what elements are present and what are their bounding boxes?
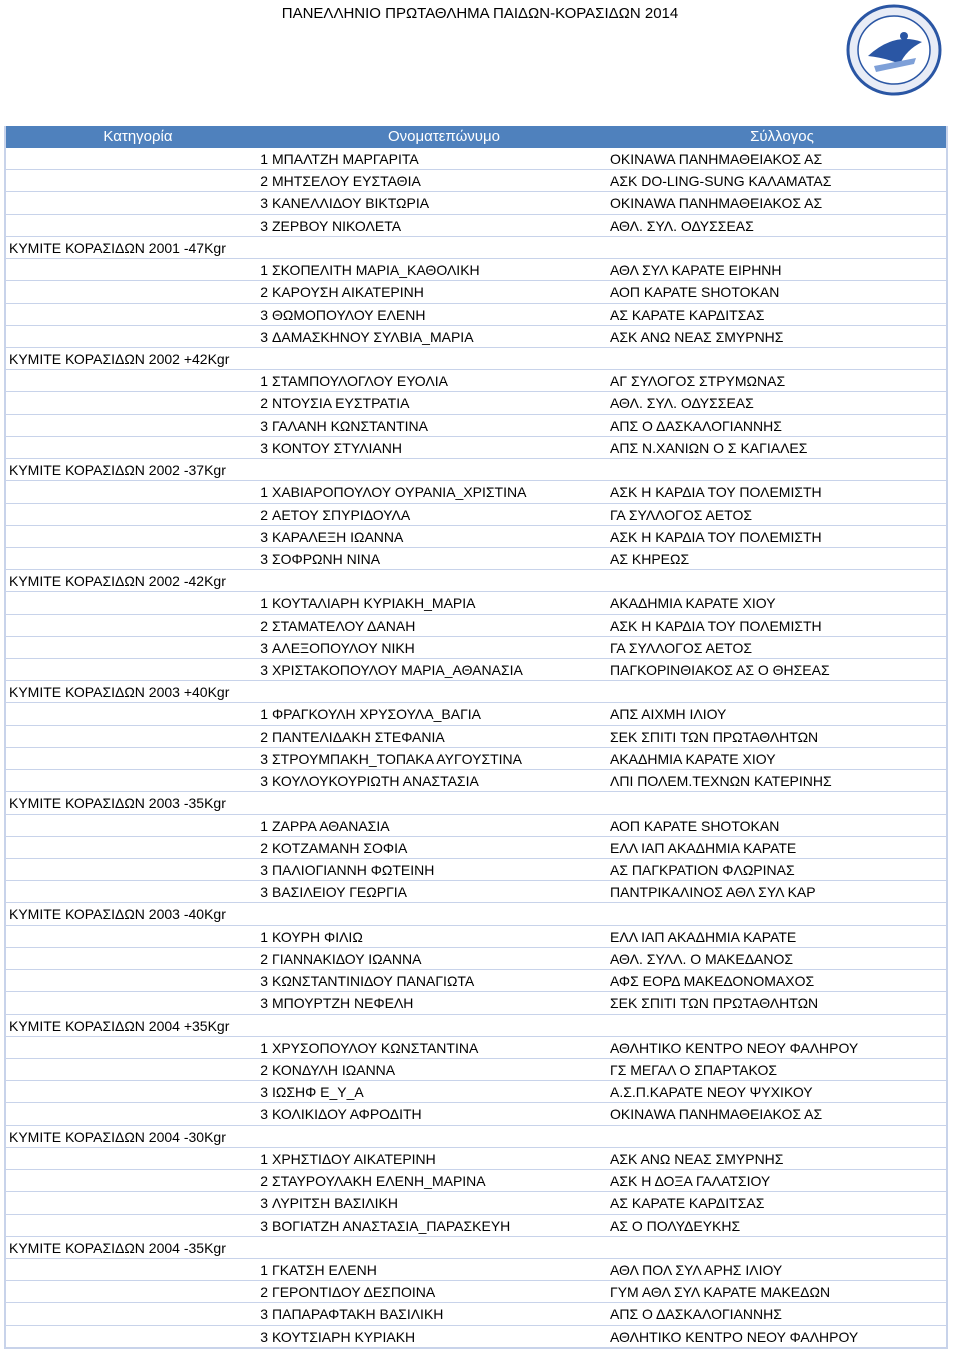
table-row	[6, 437, 946, 459]
category-cell	[6, 392, 254, 413]
athlete-name: ΣΤΑΥΡΟΥΛΑΚΗ ΕΛΕΝΗ_ΜΑΡΙΝΑ	[272, 1173, 486, 1190]
header-category: Κατηγορία	[103, 128, 173, 145]
category-cell	[6, 1215, 254, 1236]
athlete-name: ΓΙΑΝΝΑΚΙΔΟΥ ΙΩΑΝΝΑ	[272, 950, 422, 967]
category-cell	[6, 815, 254, 836]
category-cell	[6, 770, 254, 791]
table-row	[6, 326, 946, 348]
club-name: ΟΚΙΝΑWA ΠΑΝΗΜΑΘΕΙΑΚΟΣ ΑΣ	[610, 151, 823, 167]
category-cell	[6, 215, 254, 236]
category-cell	[6, 281, 254, 302]
table-row	[6, 859, 946, 881]
rank-cell: 3	[260, 1328, 268, 1345]
table-row	[6, 192, 946, 214]
club-name: ΑΣ Ο ΠΟΛΥΔΕΥΚΗΣ	[610, 1217, 741, 1234]
header-club: Σύλλογος	[750, 128, 814, 145]
rank-cell: 1	[260, 373, 268, 390]
rank-cell: 3	[260, 328, 268, 345]
category-cell	[6, 504, 254, 525]
athlete-name: ΚΑΡΑΛΕΞΗ ΙΩΑΝΝΑ	[272, 528, 404, 545]
rank-cell: 1	[260, 928, 268, 945]
table-row	[6, 881, 946, 903]
category-row	[6, 792, 946, 814]
rank-cell: 3	[260, 195, 268, 212]
category-cell	[6, 592, 254, 613]
rank-cell: 1	[260, 1039, 268, 1056]
category-cell	[6, 1103, 254, 1124]
athlete-name: ΓΚΑΤΣΗ ΕΛΕΝΗ	[272, 1261, 377, 1278]
club-name: ΑΣΚ ΑΝΩ ΝΕΑΣ ΣΜΥΡΝΗΣ	[610, 328, 784, 345]
club-name: ΑΦΣ ΕΟΡΔ ΜΑΚΕΔΟΝΟΜΑΧΟΣ	[610, 973, 815, 990]
club-name: ΣΕΚ ΣΠΙΤΙ ΤΩΝ ΠΡΩΤΑΘΛΗΤΩΝ	[610, 728, 819, 745]
category-cell	[6, 703, 254, 724]
table-row	[6, 1081, 946, 1103]
athlete-name: ΚΟΛΙΚΙΔΟΥ ΑΦΡΟΔΙΤΗ	[272, 1106, 422, 1123]
athlete-name: ΚΟΥΡΗ ΦΙΛΙΩ	[272, 928, 363, 945]
athlete-name: ΧΑΒΙΑΡΟΠΟΥΛΟΥ ΟΥΡΑΝΙΑ_ΧΡΙΣΤΙΝΑ	[272, 484, 527, 501]
table-row	[6, 481, 946, 503]
table-row	[6, 637, 946, 659]
rank-cell: 3	[260, 750, 268, 767]
table-row	[6, 948, 946, 970]
table-row	[6, 615, 946, 637]
table-row	[6, 659, 946, 681]
table-row	[6, 726, 946, 748]
club-name: ΟΚΙΝΑWA ΠΑΝΗΜΑΘΕΙΑΚΟΣ ΑΣ	[610, 195, 823, 212]
rank-cell: 2	[260, 950, 268, 967]
category-cell	[6, 615, 254, 636]
results-table	[4, 126, 948, 1349]
rank-cell: 3	[260, 1217, 268, 1234]
category-row	[6, 570, 946, 592]
table-row	[6, 148, 946, 170]
category-cell	[6, 1148, 254, 1169]
table-row	[6, 1059, 946, 1081]
table-row	[6, 504, 946, 526]
table-row	[6, 1215, 946, 1237]
club-name: ΑΠΣ Ο ΔΑΣΚΑΛΟΓΙΑΝΝΗΣ	[610, 417, 782, 434]
category-cell	[6, 1170, 254, 1191]
category-cell	[6, 1326, 254, 1347]
club-name: ΛΠΙ ΠΟΛΕΜ.ΤΕΧΝΩΝ ΚΑΤΕΡΙΝΗΣ	[610, 773, 832, 790]
club-name: ΠΑΝΤΡΙΚΑΛΙΝΟΣ ΑΘΛ ΣΥΛ ΚΑΡ	[610, 884, 816, 901]
athlete-name: ΣΚΟΠΕΛΙΤΗ ΜΑΡΙΑ_ΚΑΘΟΛΙΚΗ	[272, 262, 480, 279]
rank-cell: 3	[260, 773, 268, 790]
club-name: ΑΘΛΗΤΙΚΟ ΚΕΝΤΡΟ ΝΕΟΥ ΦΑΛΗΡΟΥ	[610, 1328, 859, 1345]
rank-cell: 3	[260, 1195, 268, 1212]
rank-cell: 2	[260, 173, 268, 190]
table-row	[6, 748, 946, 770]
club-name: ΓΑ ΣΥΛΛΟΓΟΣ ΑΕΤΟΣ	[610, 506, 753, 523]
club-name: ΑΓ ΣΥΛΟΓΟΣ ΣΤΡΥΜΩΝΑΣ	[610, 373, 786, 390]
rank-cell: 3	[260, 306, 268, 323]
club-name: ΑΘΛ. ΣΥΛ. ΟΔΥΣΣΕΑΣ	[610, 395, 754, 412]
category-cell	[6, 1059, 254, 1080]
rank-cell: 3	[260, 662, 268, 679]
header-name: Ονοματεπώνυμο	[388, 128, 500, 145]
rank-cell: 3	[260, 439, 268, 456]
category-cell	[6, 970, 254, 991]
table-row	[6, 281, 946, 303]
athlete-name: ΣΟΦΡΩΝΗ ΝΙΝΑ	[272, 550, 381, 567]
document-title: ΠΑΝΕΛΛΗΝΙΟ ΠΡΩΤΑΘΛΗΜΑ ΠΑΙΔΩΝ-ΚΟΡΑΣΙΔΩΝ 2014	[281, 5, 679, 22]
table-row	[6, 392, 946, 414]
table-row	[6, 215, 946, 237]
category-cell	[6, 526, 254, 547]
rank-cell: 2	[260, 284, 268, 301]
table-row	[6, 370, 946, 392]
category-cell	[6, 370, 254, 391]
category-cell	[6, 192, 254, 213]
table-row	[6, 1103, 946, 1125]
rank-cell: 3	[260, 995, 268, 1012]
category-cell	[6, 1037, 254, 1058]
club-name: ΑΠΣ Ο ΔΑΣΚΑΛΟΓΙΑΝΝΗΣ	[610, 1306, 782, 1323]
club-name: ΑΣ ΚΑΡΑΤΕ ΚΑΡΔΙΤΣΑΣ	[610, 306, 765, 323]
club-name: ΑΘΛΗΤΙΚΟ ΚΕΝΤΡΟ ΝΕΟΥ ΦΑΛΗΡΟΥ	[610, 1039, 859, 1056]
table-row	[6, 548, 946, 570]
rank-cell: 3	[260, 973, 268, 990]
athlete-name: ΚΑΡΟΥΣΗ ΑΙΚΑΤΕΡΙΝΗ	[272, 284, 424, 301]
rank-cell: 3	[260, 862, 268, 878]
table-row	[6, 1148, 946, 1170]
rank-cell: 2	[260, 617, 268, 634]
rank-cell: 3	[260, 528, 268, 545]
rank-cell: 1	[260, 1150, 268, 1167]
category-cell	[6, 1281, 254, 1302]
table-row	[6, 703, 946, 725]
category-cell	[6, 326, 254, 347]
athlete-name: ΦΡΑΓΚΟΥΛΗ ΧΡΥΣΟΥΛΑ_ΒΑΓΙΑ	[272, 706, 482, 723]
club-name: ΑΣΚ Η ΔΟΞΑ ΓΑΛΑΤΣΙΟΥ	[610, 1173, 771, 1190]
rank-cell: 3	[260, 550, 268, 567]
rank-cell: 3	[260, 1106, 268, 1123]
table-row	[6, 1170, 946, 1192]
table-body	[6, 148, 946, 1348]
club-name: ΑΟΠ ΚΑΡΑΤΕ SHOTOKAN	[610, 817, 780, 834]
category-cell	[6, 726, 254, 747]
category-cell	[6, 1259, 254, 1280]
rank-cell: 1	[260, 1261, 268, 1278]
table-row	[6, 1192, 946, 1214]
club-name: ΑΣΚ Η ΚΑΡΔΙΑ ΤΟΥ ΠΟΛΕΜΙΣΤΗ	[610, 484, 822, 501]
athlete-name: ΚΟΥΤΣΙΑΡΗ ΚΥΡΙΑΚΗ	[272, 1328, 416, 1345]
table-header	[6, 126, 946, 148]
club-name: ΑΣ ΠΑΓΚΡΑΤΙΟΝ ΦΛΩΡΙΝΑΣ	[610, 862, 795, 878]
federation-logo	[834, 2, 954, 98]
category-label: ΚΥΜΙΤΕ ΚΟΡΑΣΙΔΩΝ 2004 -30Kgr	[9, 1128, 226, 1145]
table-row	[6, 526, 946, 548]
rank-cell: 2	[260, 395, 268, 412]
rank-cell: 3	[260, 217, 268, 234]
club-name: Α.Σ.Π.ΚΑΡΑΤΕ ΝΕΟΥ ΨΥΧΙΚΟΥ	[610, 1084, 813, 1101]
rank-cell: 2	[260, 1173, 268, 1190]
club-name: ΕΛΛ ΙΑΠ ΑΚΑΔΗΜΙΑ ΚΑΡΑΤΕ	[610, 928, 797, 945]
club-name: ΑΣΚ ΑΝΩ ΝΕΑΣ ΣΜΥΡΝΗΣ	[610, 1150, 784, 1167]
category-cell	[6, 837, 254, 858]
athlete-name: ΜΗΤΣΕΛΟΥ ΕΥΣΤΑΘΙΑ	[272, 173, 421, 190]
category-row	[6, 903, 946, 925]
table-row	[6, 1037, 946, 1059]
category-label: ΚΥΜΙΤΕ ΚΟΡΑΣΙΔΩΝ 2003 +40Kgr	[9, 684, 230, 701]
category-cell	[6, 437, 254, 458]
category-cell	[6, 304, 254, 325]
category-label: ΚΥΜΙΤΕ ΚΟΡΑΣΙΔΩΝ 2003 -35Kgr	[9, 795, 226, 812]
athlete-name: ΣΤΑΜΠΟΥΛΟΓΛΟΥ ΕΥΟΛΙΑ	[272, 373, 448, 390]
rank-cell: 3	[260, 1306, 268, 1323]
category-label: ΚΥΜΙΤΕ ΚΟΡΑΣΙΔΩΝ 2004 -35Kgr	[9, 1239, 226, 1256]
category-cell	[6, 481, 254, 502]
athlete-name: ΑΛΕΞΟΠΟΥΛΟΥ ΝΙΚΗ	[272, 639, 415, 656]
club-name: ΑΣ ΚΑΡΑΤΕ ΚΑΡΔΙΤΣΑΣ	[610, 1195, 765, 1212]
table-row	[6, 259, 946, 281]
athlete-name: ΠΑΛΙΟΓΙΑΝΝΗ ΦΩΤΕΙΝΗ	[272, 862, 435, 878]
table-row	[6, 926, 946, 948]
athlete-name: ΖΕΡΒΟΥ ΝΙΚΟΛΕΤΑ	[272, 217, 402, 234]
athlete-name: ΙΩΣΗΦ Ε_Υ_Α	[272, 1084, 364, 1101]
category-cell	[6, 1081, 254, 1102]
club-name: ΑΠΣ Ν.ΧΑΝΙΩΝ Ο Σ ΚΑΓΙΑΛΕΣ	[610, 439, 808, 456]
athlete-name: ΧΡΗΣΤΙΔΟΥ ΑΙΚΑΤΕΡΙΝΗ	[272, 1150, 436, 1167]
table-row	[6, 815, 946, 837]
athlete-name: ΘΩΜΟΠΟΥΛΟΥ ΕΛΕΝΗ	[272, 306, 426, 323]
athlete-name: ΠΑΠΑΡΑΦΤΑΚΗ ΒΑΣΙΛΙΚΗ	[272, 1306, 444, 1323]
category-label: ΚΥΜΙΤΕ ΚΟΡΑΣΙΔΩΝ 2002 -37Kgr	[9, 462, 226, 479]
athlete-name: ΚΟΤΖΑΜΑΝΗ ΣΟΦΙΑ	[272, 839, 408, 856]
club-name: ΑΚΑΔΗΜΙΑ ΚΑΡΑΤΕ ΧΙΟΥ	[610, 750, 776, 767]
club-name: ΟΚΙΝΑWA ΠΑΝΗΜΑΘΕΙΑΚΟΣ ΑΣ	[610, 1106, 823, 1123]
athlete-name: ΧΡΥΣΟΠΟΥΛΟΥ ΚΩΝΣΤΑΝΤΙΝΑ	[272, 1039, 479, 1056]
club-name: ΑΠΣ ΑΙΧΜΗ ΙΛΙΟΥ	[610, 706, 727, 723]
rank-cell: 1	[260, 484, 268, 501]
athlete-name: ΒΑΣΙΛΕΙΟΥ ΓΕΩΡΓΙΑ	[272, 884, 408, 901]
athlete-name: ΛΥΡΙΤΣΗ ΒΑΣΙΛΙΚΗ	[272, 1195, 398, 1212]
athlete-name: ΣΤΑΜΑΤΕΛΟΥ ΔΑΝΑΗ	[272, 617, 416, 634]
club-name: ΑΘΛ. ΣΥΛ. ΟΔΥΣΣΕΑΣ	[610, 217, 754, 234]
category-label: ΚΥΜΙΤΕ ΚΟΡΑΣΙΔΩΝ 2002 +42Kgr	[9, 350, 230, 367]
rank-cell: 1	[260, 706, 268, 723]
category-row	[6, 1237, 946, 1259]
club-name: ΑΘΛ. ΣΥΛΛ. Ο ΜΑΚΕΔΑΝΟΣ	[610, 950, 794, 967]
club-name: ΠΑΓΚΟΡΙΝΘΙΑΚΟΣ ΑΣ Ο ΘΗΣΕΑΣ	[610, 662, 830, 679]
athlete-name: ΓΑΛΑΝΗ ΚΩΝΣΤΑΝΤΙΝΑ	[272, 417, 428, 434]
table-row	[6, 1259, 946, 1281]
category-label: ΚΥΜΙΤΕ ΚΟΡΑΣΙΔΩΝ 2003 -40Kgr	[9, 906, 226, 923]
athlete-name: ΠΑΝΤΕΛΙΔΑΚΗ ΣΤΕΦΑΝΙΑ	[272, 728, 445, 745]
athlete-name: ΓΕΡΟΝΤΙΔΟΥ ΔΕΣΠΟΙΝΑ	[272, 1284, 436, 1301]
category-cell	[6, 1303, 254, 1324]
athlete-name: ΒΟΓΙΑΤΖΗ ΑΝΑΣΤΑΣΙΑ_ΠΑΡΑΣΚΕΥΗ	[272, 1217, 511, 1234]
rank-cell: 1	[260, 151, 268, 167]
rank-cell: 1	[260, 595, 268, 612]
club-name: ΑΟΠ ΚΑΡΑΤΕ SHOTOKAN	[610, 284, 780, 301]
athlete-name: ΝΤΟΥΣΙΑ ΕΥΣΤΡΑΤΙΑ	[272, 395, 410, 412]
category-cell	[6, 259, 254, 280]
club-name: ΑΣΚ Η ΚΑΡΔΙΑ ΤΟΥ ΠΟΛΕΜΙΣΤΗ	[610, 528, 822, 545]
club-name: ΓΣ ΜΕΓΑΛ Ο ΣΠΑΡΤΑΚΟΣ	[610, 1061, 778, 1078]
rank-cell: 3	[260, 884, 268, 901]
category-label: ΚΥΜΙΤΕ ΚΟΡΑΣΙΔΩΝ 2004 +35Kgr	[9, 1017, 230, 1034]
athlete-name: ΜΠΟΥΡΤΖΗ ΝΕΦΕΛΗ	[272, 995, 414, 1012]
rank-cell: 1	[260, 817, 268, 834]
category-cell	[6, 926, 254, 947]
category-row	[6, 1126, 946, 1148]
athlete-name: ΔΑΜΑΣΚΗΝΟΥ ΣΥΛΒΙΑ_ΜΑΡΙΑ	[272, 328, 474, 345]
table-row	[6, 970, 946, 992]
club-name: ΑΚΑΔΗΜΙΑ ΚΑΡΑΤΕ ΧΙΟΥ	[610, 595, 776, 612]
table-row	[6, 1326, 946, 1348]
club-name: ΑΣΚ DO-LING-SUNG ΚΑΛΑΜΑΤΑΣ	[610, 173, 832, 190]
category-row	[6, 681, 946, 703]
club-name: ΕΛΛ ΙΑΠ ΑΚΑΔΗΜΙΑ ΚΑΡΑΤΕ	[610, 839, 797, 856]
table-row	[6, 304, 946, 326]
category-label: ΚΥΜΙΤΕ ΚΟΡΑΣΙΔΩΝ 2001 -47Kgr	[9, 239, 226, 256]
club-name: ΑΘΛ ΠΟΛ ΣΥΛ ΑΡΗΣ ΙΛΙΟΥ	[610, 1261, 783, 1278]
category-cell	[6, 1192, 254, 1213]
rank-cell: 2	[260, 1284, 268, 1301]
club-name: ΓΥΜ ΑΘΛ ΣΥΛ ΚΑΡΑΤΕ ΜΑΚΕΔΩΝ	[610, 1284, 831, 1301]
athlete-name: ΑΕΤΟΥ ΣΠΥΡΙΔΟΥΛΑ	[272, 506, 411, 523]
category-cell	[6, 748, 254, 769]
category-cell	[6, 548, 254, 569]
category-cell	[6, 859, 254, 880]
athlete-name: ΚΟΥΤΑΛΙΑΡΗ ΚΥΡΙΑΚΗ_ΜΑΡΙΑ	[272, 595, 476, 612]
club-name: ΣΕΚ ΣΠΙΤΙ ΤΩΝ ΠΡΩΤΑΘΛΗΤΩΝ	[610, 995, 819, 1012]
table-row	[6, 415, 946, 437]
athlete-name: ΚΟΥΛΟΥΚΟΥΡΙΩΤΗ ΑΝΑΣΤΑΣΙΑ	[272, 773, 479, 790]
category-cell	[6, 170, 254, 191]
athlete-name: ΖΑΡΡΑ ΑΘΑΝΑΣΙΑ	[272, 817, 390, 834]
athlete-name: ΣΤΡΟΥΜΠΑΚΗ_ΤΟΠΑΚΑ ΑΥΓΟΥΣΤΙΝΑ	[272, 750, 522, 767]
club-name: ΑΣ ΚΗΡΕΩΣ	[610, 550, 690, 567]
table-row	[6, 992, 946, 1014]
athlete-name: ΧΡΙΣΤΑΚΟΠΟΥΛΟΥ ΜΑΡΙΑ_ΑΘΑΝΑΣΙΑ	[272, 662, 523, 679]
table-row	[6, 592, 946, 614]
category-cell	[6, 992, 254, 1013]
category-row	[6, 459, 946, 481]
table-row	[6, 1303, 946, 1325]
table-row	[6, 837, 946, 859]
table-row	[6, 170, 946, 192]
athlete-name: ΚΟΝΔΥΛΗ ΙΩΑΝΝΑ	[272, 1061, 396, 1078]
athlete-name: ΜΠΑΛΤΖΗ ΜΑΡΓΑΡΙΤΑ	[272, 151, 419, 167]
rank-cell: 2	[260, 728, 268, 745]
table-row	[6, 1281, 946, 1303]
category-cell	[6, 881, 254, 902]
category-cell	[6, 637, 254, 658]
category-row	[6, 348, 946, 370]
table-row	[6, 770, 946, 792]
athlete-name: ΚΑΝΕΛΛΙΔΟΥ ΒΙΚΤΩΡΙΑ	[272, 195, 430, 212]
category-cell	[6, 948, 254, 969]
category-label: ΚΥΜΙΤΕ ΚΟΡΑΣΙΔΩΝ 2002 -42Kgr	[9, 573, 226, 590]
club-name: ΑΘΛ ΣΥΛ ΚΑΡΑΤΕ ΕΙΡΗΝΗ	[610, 262, 782, 279]
category-cell	[6, 659, 254, 680]
rank-cell: 3	[260, 1084, 268, 1101]
rank-cell: 2	[260, 839, 268, 856]
rank-cell: 3	[260, 639, 268, 656]
athlete-name: ΚΟΝΤΟΥ ΣΤΥΛΙΑΝΗ	[272, 439, 402, 456]
rank-cell: 2	[260, 506, 268, 523]
category-cell	[6, 148, 254, 169]
club-name: ΑΣΚ Η ΚΑΡΔΙΑ ΤΟΥ ΠΟΛΕΜΙΣΤΗ	[610, 617, 822, 634]
rank-cell: 1	[260, 262, 268, 279]
category-row	[6, 237, 946, 259]
category-cell	[6, 415, 254, 436]
rank-cell: 3	[260, 417, 268, 434]
category-row	[6, 1015, 946, 1037]
club-name: ΓΑ ΣΥΛΛΟΓΟΣ ΑΕΤΟΣ	[610, 639, 753, 656]
athlete-name: ΚΩΝΣΤΑΝΤΙΝΙΔΟΥ ΠΑΝΑΓΙΩΤΑ	[272, 973, 475, 990]
rank-cell: 2	[260, 1061, 268, 1078]
